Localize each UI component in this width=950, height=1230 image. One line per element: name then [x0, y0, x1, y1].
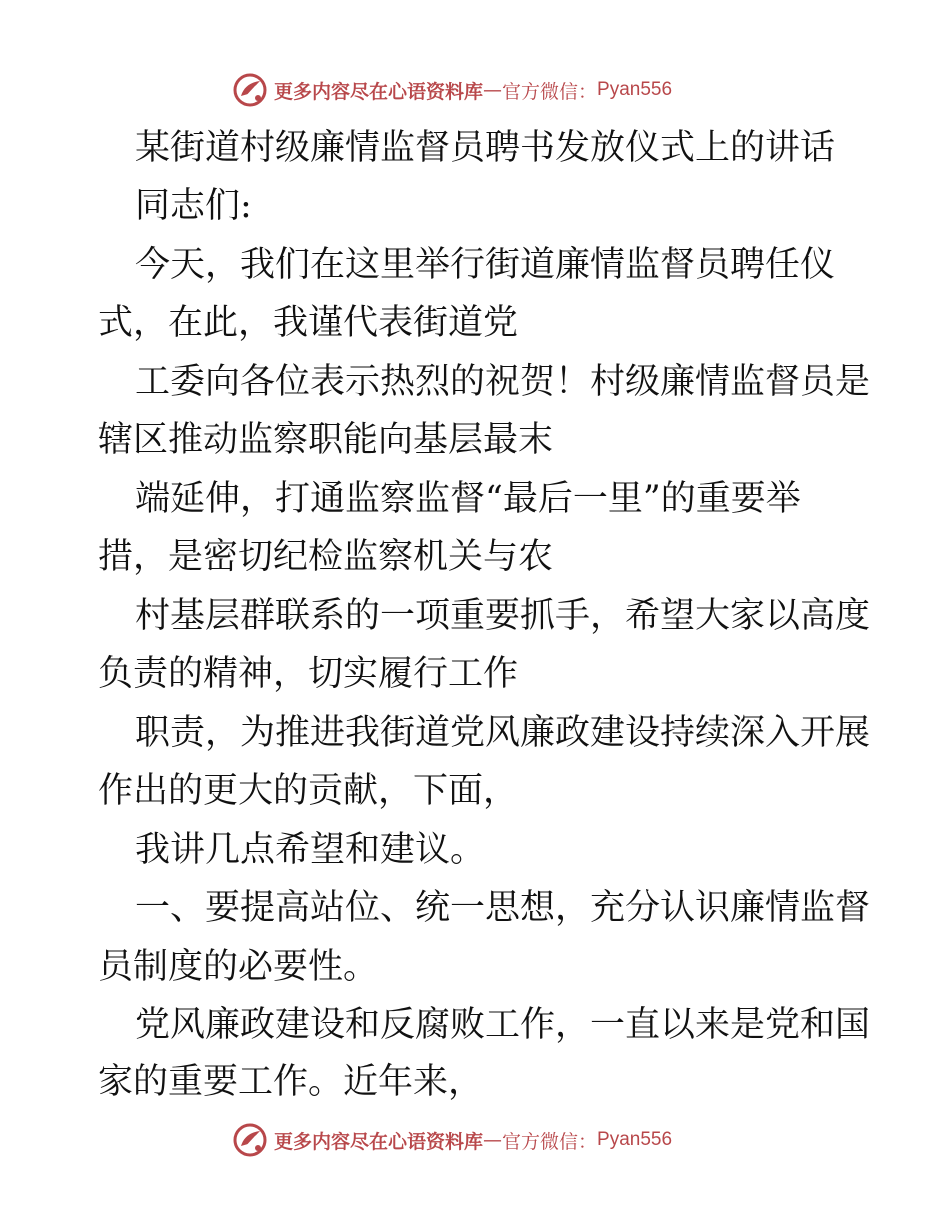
header-separator: —: [483, 79, 503, 101]
document-title: 某街道村级廉情监督员聘书发放仪式上的讲话: [135, 128, 836, 168]
header-banner: [232, 70, 672, 110]
paragraph-line: 职责，为推进我街道党风廉政建设持续深入开展: [135, 713, 871, 753]
salutation: 同志们:: [135, 186, 252, 226]
section-heading: 一、要提高站位、统一思想，充分认识廉情监督: [135, 888, 871, 928]
paragraph-line: 家的重要工作。近年来，: [98, 1062, 484, 1102]
header-wechat-id: Pyan556: [597, 79, 673, 100]
footer-separator: —: [483, 1129, 503, 1151]
header-brand-text: 更多内容尽在心语资料库: [274, 80, 484, 103]
paragraph-line: 措，是密切纪检监察机关与农: [98, 537, 554, 577]
paragraph-line: 今天，我们在这里举行街道廉情监督员聘任仪: [135, 245, 836, 285]
section-heading-continued: 员制度的必要性。: [98, 947, 379, 987]
footer-brand-text: 更多内容尽在心语资料库: [274, 1130, 484, 1153]
paragraph-line: 式，在此，我谨代表街道党: [98, 303, 519, 343]
brand-logo-icon: [232, 1122, 268, 1158]
paragraph-line: 我讲几点希望和建议。: [135, 830, 486, 870]
footer-wechat-label: 官方微信：: [502, 1130, 598, 1153]
paragraph-line: 工委向各位表示热烈的祝贺！村级廉情监督员是: [135, 362, 871, 402]
footer-banner: [232, 1120, 672, 1160]
brand-logo-icon: [232, 72, 268, 108]
paragraph-line: 辖区推动监察职能向基层最末: [98, 420, 554, 460]
paragraph-line: 作出的更大的贡献，下面，: [98, 771, 519, 811]
header-wechat-label: 官方微信：: [502, 80, 598, 103]
paragraph-line: 村基层群联系的一项重要抓手，希望大家以高度: [135, 596, 871, 636]
paragraph-line: 端延伸，打通监察监督“最后一里”的重要举: [135, 479, 801, 519]
paragraph-line: 党风廉政建设和反腐败工作，一直以来是党和国: [135, 1005, 871, 1045]
paragraph-line: 负责的精神，切实履行工作: [98, 654, 519, 694]
footer-wechat-id: Pyan556: [597, 1129, 673, 1150]
